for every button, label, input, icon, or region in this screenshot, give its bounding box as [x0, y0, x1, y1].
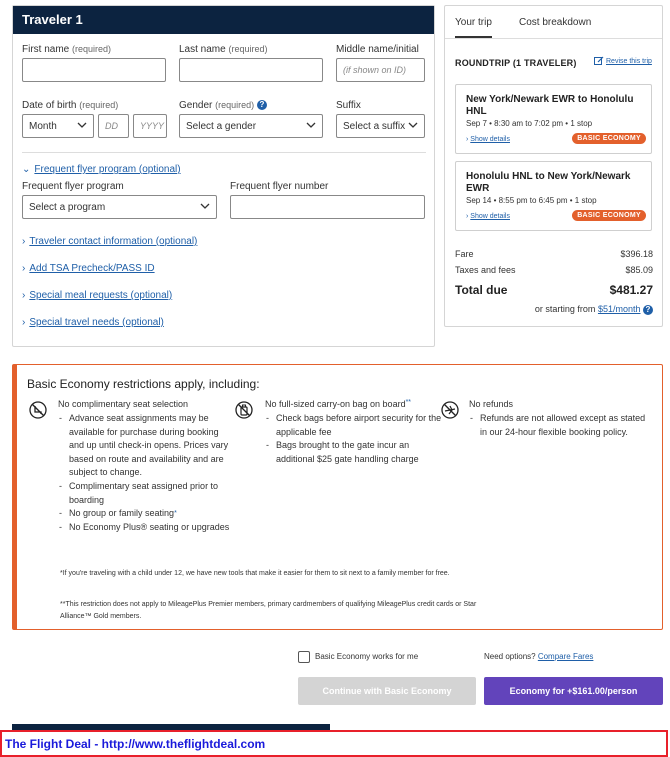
gender-select[interactable]: Select a gender — [179, 114, 323, 138]
ffp-program-label: Frequent flyer program — [22, 181, 124, 192]
flight-times: Sep 7 • 8:30 am to 7:02 pm • 1 stop — [466, 119, 593, 128]
trip-summary — [444, 5, 663, 327]
footnote-child: *If you're traveling with a child under 12, we have new tools that make it easier for them to sit next to a family member for free. — [60, 570, 450, 577]
revise-trip-link[interactable]: Revise this trip — [606, 58, 652, 65]
seat-restriction-list — [58, 412, 233, 534]
monthly-link[interactable]: $51/month — [597, 304, 641, 314]
chevron-down-icon — [306, 120, 316, 130]
divider — [22, 152, 426, 153]
chevron-down-icon — [77, 120, 87, 130]
last-name-label: Last name (required) — [179, 44, 268, 55]
chevron-right-icon: › — [22, 317, 26, 328]
traveler-header: Traveler 1 — [13, 6, 434, 34]
compare-fares-link[interactable]: Compare Fares — [537, 652, 594, 661]
no-carry-on-heading: No full-sized carry-on bag on board** — [265, 399, 412, 409]
basic-economy-checkbox[interactable] — [298, 651, 310, 663]
middle-name-input[interactable]: (if shown on ID) — [336, 58, 425, 82]
ffp-number-input[interactable] — [230, 195, 425, 219]
list-item: - No Economy Plus® seating or upgrades — [58, 521, 233, 535]
show-details-link[interactable]: › Show details — [466, 136, 510, 143]
ffp-toggle[interactable]: ⌄ Frequent flyer program (optional) — [22, 164, 181, 175]
list-item: - Complimentary seat assigned prior to boarding — [58, 480, 233, 507]
travel-needs-link[interactable]: › Special travel needs (optional) — [22, 317, 164, 328]
list-item: - Bags brought to the gate incur an additional $25 gate handling charge — [265, 439, 445, 466]
need-options: Need options? Compare Fares — [484, 652, 594, 661]
no-refunds-heading: No refunds — [469, 399, 514, 409]
continue-basic-economy-button[interactable]: Continue with Basic Economy — [298, 677, 476, 705]
contact-info-link[interactable]: › Traveler contact information (optional) — [22, 236, 198, 247]
watermark-banner — [0, 730, 668, 757]
dob-label: Date of birth (required) — [22, 100, 119, 111]
first-name-input[interactable] — [22, 58, 166, 82]
no-seat-selection-heading: No complimentary seat selection — [58, 399, 189, 409]
chevron-right-icon: › — [22, 290, 26, 301]
suffix-label: Suffix — [336, 100, 361, 111]
basic-economy-badge: BASIC ECONOMY — [572, 210, 646, 221]
basic-economy-badge: BASIC ECONOMY — [572, 133, 646, 144]
economy-upgrade-button[interactable]: Economy for +$161.00/person — [484, 677, 663, 705]
ffp-program-select[interactable]: Select a program — [22, 195, 217, 219]
total-row: Total due $481.27 — [455, 283, 653, 297]
list-item: - No group or family seating* — [58, 507, 233, 521]
chevron-down-icon: ⌄ — [22, 164, 31, 175]
first-name-label: First name (required) — [22, 44, 112, 55]
help-icon[interactable]: ? — [643, 305, 653, 315]
list-item: - Refunds are not allowed except as stated in our 24-hour flexible booking policy. — [469, 412, 649, 439]
trip-tabs — [445, 6, 662, 39]
flight-times: Sep 14 • 8:55 pm to 6:45 pm • 1 stop — [466, 196, 597, 205]
help-icon[interactable]: ? — [257, 100, 267, 110]
flight-card-outbound — [455, 84, 652, 154]
starting-from: or starting from $51/month ? — [455, 304, 653, 315]
list-item: - Advance seat assignments may be available for purchase during booking and up until check-in opens. Prices vary based on route and availability and are subject to change. — [58, 412, 233, 480]
meal-requests-link[interactable]: › Special meal requests (optional) — [22, 290, 173, 301]
gender-label: Gender (required) ? — [179, 100, 267, 111]
middle-name-label: Middle name/initial — [336, 44, 419, 55]
flight-card-return — [455, 161, 652, 231]
traveler-form — [12, 5, 435, 347]
suffix-select[interactable]: Select a suffix — [336, 114, 425, 138]
last-name-input[interactable] — [179, 58, 323, 82]
carry-on-restriction-list — [265, 412, 445, 466]
no-refund-icon — [441, 401, 459, 419]
tab-cost-breakdown[interactable]: Cost breakdown — [519, 17, 592, 28]
dob-day-input[interactable]: DD — [98, 114, 129, 138]
restrictions-title: Basic Economy restrictions apply, including: — [27, 377, 260, 391]
tsa-precheck-link[interactable]: › Add TSA Precheck/PASS ID — [22, 263, 155, 274]
refund-restriction-list — [469, 412, 649, 439]
fare-row: Fare $396.18 — [455, 249, 653, 259]
basic-economy-restrictions — [12, 364, 663, 630]
edit-icon[interactable] — [594, 56, 604, 66]
tab-your-trip[interactable]: Your trip — [455, 17, 492, 28]
dob-month-select[interactable]: Month — [22, 114, 94, 138]
flight-route: Honolulu HNL to New York/Newark EWR — [466, 171, 631, 194]
ffp-number-label: Frequent flyer number — [230, 181, 329, 192]
list-item: - Check bags before airport security for the applicable fee — [265, 412, 445, 439]
no-carry-on-icon — [235, 401, 253, 419]
chevron-down-icon — [408, 120, 418, 130]
dob-year-input[interactable]: YYYY — [133, 114, 167, 138]
no-seat-icon — [29, 401, 47, 419]
taxes-row: Taxes and fees $85.09 — [455, 265, 653, 275]
watermark-text: The Flight Deal - http://www.theflightdeal.com — [5, 737, 266, 751]
footnote-premier: **This restriction does not apply to MileagePlus Premier members, primary cardmembers of qualifying MileagePlus credit cards or Star Alliance™ Gold members. — [60, 601, 477, 620]
chevron-down-icon — [200, 201, 210, 211]
roundtrip-title: ROUNDTRIP (1 TRAVELER) — [455, 58, 577, 68]
show-details-link[interactable]: › Show details — [466, 213, 510, 220]
chevron-right-icon: › — [22, 263, 26, 274]
checkbox-label: Basic Economy works for me — [315, 652, 419, 661]
chevron-right-icon: › — [22, 236, 26, 247]
flight-route: New York/Newark EWR to Honolulu HNL — [466, 94, 634, 117]
